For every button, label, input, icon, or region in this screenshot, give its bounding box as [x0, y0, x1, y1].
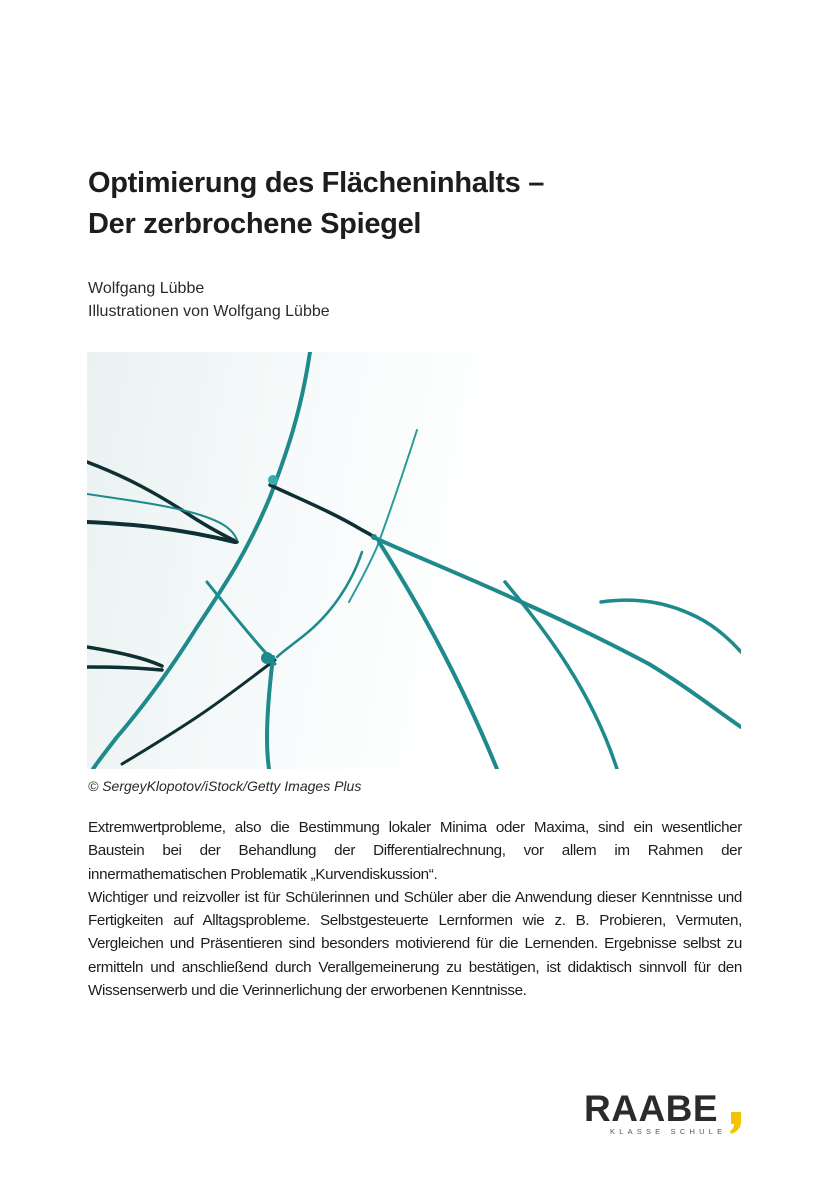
logo-comma-icon — [729, 1112, 741, 1134]
photo-caption: © SergeyKlopotov/iStock/Getty Images Plus — [88, 778, 362, 794]
author-name: Wolfgang Lübbe — [88, 280, 205, 297]
logo-wordmark: RAABE — [584, 1088, 719, 1129]
crack-lower-vertical — [267, 657, 273, 769]
broken-mirror-photo — [87, 352, 741, 769]
crack-main-arc — [93, 352, 310, 769]
glass-chip-1 — [268, 475, 278, 485]
glass-chip-3 — [371, 534, 377, 540]
logo-tagline: KLASSE SCHULE — [610, 1127, 727, 1136]
crack-diagonal-1 — [379, 542, 497, 769]
intro-paragraph-1: Extremwertprobleme, also die Bestimmung lokaler Minima oder Maxima, sind ein wesentlicher Baustein bei der Behandlung der Differentialrechnung, vor allem im Rahmen der innermathematischen Problematik „Kurvendiskussion“. — [88, 819, 742, 883]
crack-diagonal-2 — [505, 582, 617, 769]
illustrator-credit: Illustrationen von Wolfgang Lübbe — [88, 303, 330, 320]
intro-paragraph-2: Wichtiger und reizvoller ist für Schülerinnen und Schüler aber die Anwendung dieser Kenntnisse und Fertigkeiten auf Alltagsprobleme. Selbstgesteuerte Lernformen wie z. B. Probieren, Vermuten, Vergleichen und Präsentieren sind besonders motivierend für die Lernenden. Ergebnisse selbst zu ermitteln und anschließend durch Verallgemeinerung zu bestätigen, ist didaktisch sinnvoll für den Wissenserwerb und die Verinnerlichung der erworbenen Kenntnisse. — [88, 888, 742, 1000]
crack-dark-lower-1 — [87, 647, 162, 666]
crack-lower-inner-1 — [207, 582, 275, 664]
title-line-1: Optimierung des Flächeninhalts – — [88, 167, 545, 199]
broken-mirror-cracks — [87, 352, 741, 769]
title-line-2: Der zerbrochene Spiegel — [88, 208, 422, 240]
crack-lower-inner-2 — [277, 552, 362, 657]
crack-dark-left-3 — [87, 522, 235, 542]
author-block — [88, 277, 330, 323]
glass-chip-2 — [261, 652, 273, 664]
crack-lower-inner-3 — [122, 660, 275, 764]
crack-dark-left-2 — [87, 494, 237, 540]
intro-text — [88, 816, 742, 1002]
crack-junction-right — [375, 538, 741, 727]
crack-center-horizontal — [270, 485, 379, 540]
crack-dark-lower-2 — [87, 667, 162, 670]
raabe-logo — [584, 1090, 749, 1140]
document-title — [88, 163, 748, 245]
crack-right-branch — [601, 600, 741, 652]
crack-thin-right — [349, 430, 417, 602]
